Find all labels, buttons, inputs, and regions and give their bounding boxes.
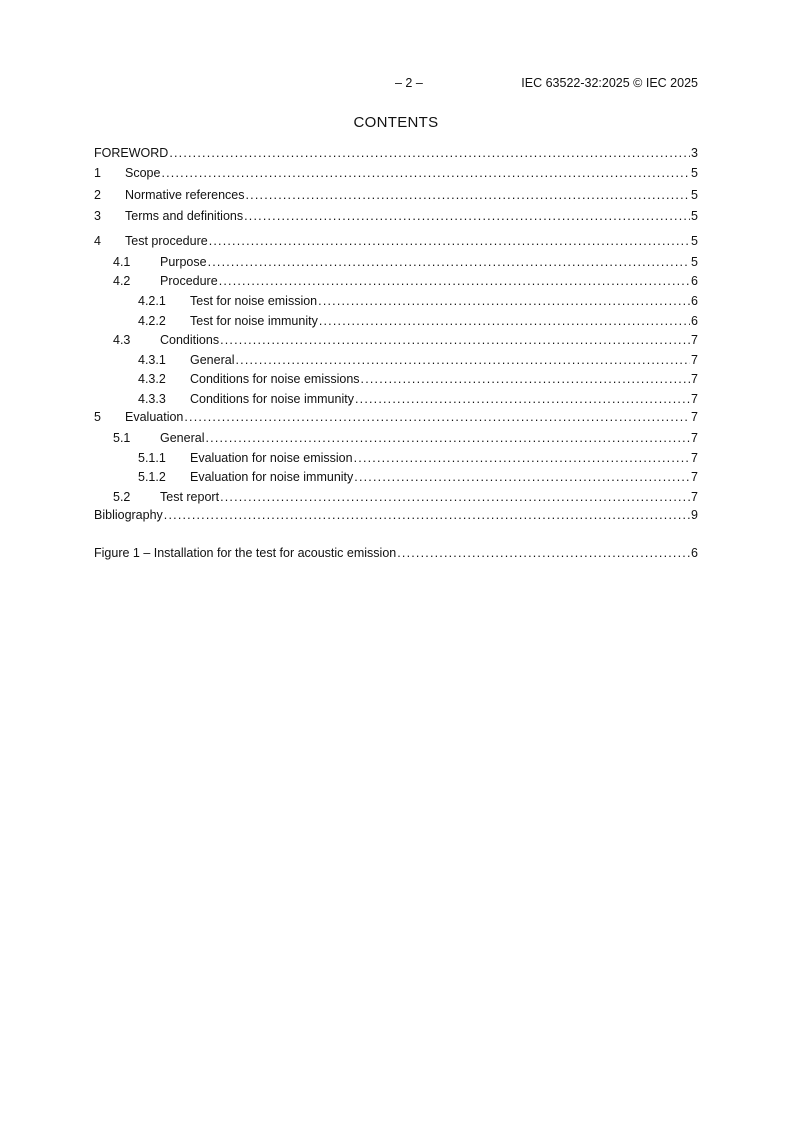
toc-entry-title: Evaluation <box>125 410 184 424</box>
dot-leader <box>235 352 690 368</box>
toc-entry-title: Terms and definitions <box>125 209 244 223</box>
toc-entry[interactable] <box>94 352 698 368</box>
toc-entry-title: Procedure <box>160 274 218 288</box>
toc-entry-page: 7 <box>691 490 698 504</box>
toc-entry-page: 6 <box>691 294 698 308</box>
toc-entry[interactable] <box>94 371 698 387</box>
contents-heading: CONTENTS <box>353 114 439 131</box>
toc-entry-title: Conditions for noise immunity <box>190 392 354 406</box>
toc-entry-title: Evaluation for noise emission <box>190 451 353 465</box>
toc-entry-title: Test procedure <box>125 234 208 248</box>
toc-entry-title: General <box>190 353 235 367</box>
toc-entry-number: 4.3.2 <box>138 372 166 386</box>
toc-entry-page: 7 <box>691 392 698 406</box>
dot-leader <box>219 273 690 289</box>
dot-leader <box>318 293 690 309</box>
toc-entry-number: 4.3 <box>113 333 131 347</box>
toc-entry[interactable] <box>94 233 698 249</box>
toc-entry-page: 5 <box>691 255 698 269</box>
toc-entry[interactable] <box>94 313 698 329</box>
toc-entry-number: 4 <box>94 234 101 248</box>
toc-entry-page: 7 <box>691 470 698 484</box>
dot-leader <box>244 208 690 224</box>
toc-entry-title: General <box>160 431 205 445</box>
toc-entry-title: Test for noise immunity <box>190 314 318 328</box>
toc-entry-title: Conditions <box>160 333 220 347</box>
toc-entry-page: 5 <box>691 234 698 248</box>
toc-entry-number: 5.2 <box>113 490 131 504</box>
toc-entry-title: Evaluation for noise immunity <box>190 470 354 484</box>
toc-entry-page: 6 <box>691 546 698 560</box>
toc-entry[interactable] <box>94 332 698 348</box>
toc-entry-title: Scope <box>125 166 161 180</box>
toc-entry-page: 9 <box>691 508 698 522</box>
toc-entry[interactable] <box>94 469 698 485</box>
toc-entry-number: 5.1 <box>113 431 131 445</box>
toc-entry-page: 7 <box>691 431 698 445</box>
dot-leader <box>209 233 690 249</box>
toc-entry[interactable] <box>94 409 698 425</box>
toc-entry[interactable] <box>94 430 698 446</box>
dot-leader <box>161 165 690 181</box>
toc-entry-title: Test for noise emission <box>190 294 318 308</box>
toc-entry-number: 5 <box>94 410 101 424</box>
toc-entry[interactable] <box>94 145 698 161</box>
toc-entry-number: 4.2.1 <box>138 294 166 308</box>
toc-entry-number: 2 <box>94 188 101 202</box>
dot-leader <box>220 332 690 348</box>
toc-entry-page: 7 <box>691 410 698 424</box>
toc-entry[interactable] <box>94 293 698 309</box>
toc-entry-number: 4.2.2 <box>138 314 166 328</box>
toc-entry-page: 6 <box>691 314 698 328</box>
dot-leader <box>169 145 690 161</box>
toc-entry-page: 5 <box>691 188 698 202</box>
toc-entry-page: 3 <box>691 146 698 160</box>
dot-leader <box>164 507 690 523</box>
toc-entry[interactable] <box>94 507 698 523</box>
toc-entry-title: Test report <box>160 490 220 504</box>
dot-leader <box>205 430 690 446</box>
toc-entry[interactable] <box>94 254 698 270</box>
dot-leader <box>319 313 690 329</box>
toc-entry-page: 7 <box>691 451 698 465</box>
toc-entry[interactable] <box>94 187 698 203</box>
dot-leader <box>354 469 690 485</box>
dot-leader <box>220 489 690 505</box>
toc-entry-number: 4.1 <box>113 255 131 269</box>
dot-leader <box>397 545 690 561</box>
toc-entry[interactable] <box>94 208 698 224</box>
document-identifier: IEC 63522-32:2025 © IEC 2025 <box>521 76 698 90</box>
dot-leader <box>184 409 690 425</box>
toc-entry-number: 3 <box>94 209 101 223</box>
toc-entry[interactable] <box>94 489 698 505</box>
toc-entry-page: 5 <box>691 166 698 180</box>
toc-entry[interactable] <box>94 391 698 407</box>
toc-entry-title: Conditions for noise emissions <box>190 372 360 386</box>
toc-entry-number: 4.3.3 <box>138 392 166 406</box>
dot-leader <box>355 391 690 407</box>
toc-entry-page: 7 <box>691 372 698 386</box>
toc-entry[interactable] <box>94 165 698 181</box>
dot-leader <box>246 187 691 203</box>
page-header <box>94 76 698 92</box>
toc-entry-page: 6 <box>691 274 698 288</box>
toc-entry-page: 7 <box>691 333 698 347</box>
dot-leader <box>354 450 690 466</box>
toc-entry-number: 5.1.1 <box>138 451 166 465</box>
toc-entry-number: 4.3.1 <box>138 353 166 367</box>
toc-entry-title: Figure 1 – Installation for the test for acoustic emission <box>94 546 397 560</box>
toc-entry-title: Purpose <box>160 255 207 269</box>
toc-entry-title: Bibliography <box>94 508 163 522</box>
toc-entry[interactable] <box>94 273 698 289</box>
toc-entry-number: 5.1.2 <box>138 470 166 484</box>
toc-entry-title: Normative references <box>125 188 245 202</box>
page-number: – 2 – <box>395 76 423 90</box>
toc-entry[interactable] <box>94 545 698 561</box>
toc-entry-number: 4.2 <box>113 274 131 288</box>
toc-entry-page: 7 <box>691 353 698 367</box>
toc-entry-page: 5 <box>691 209 698 223</box>
dot-leader <box>361 371 691 387</box>
toc-entry-title: FOREWORD <box>94 146 169 160</box>
dot-leader <box>208 254 690 270</box>
toc-entry-number: 1 <box>94 166 101 180</box>
toc-entry[interactable] <box>94 450 698 466</box>
